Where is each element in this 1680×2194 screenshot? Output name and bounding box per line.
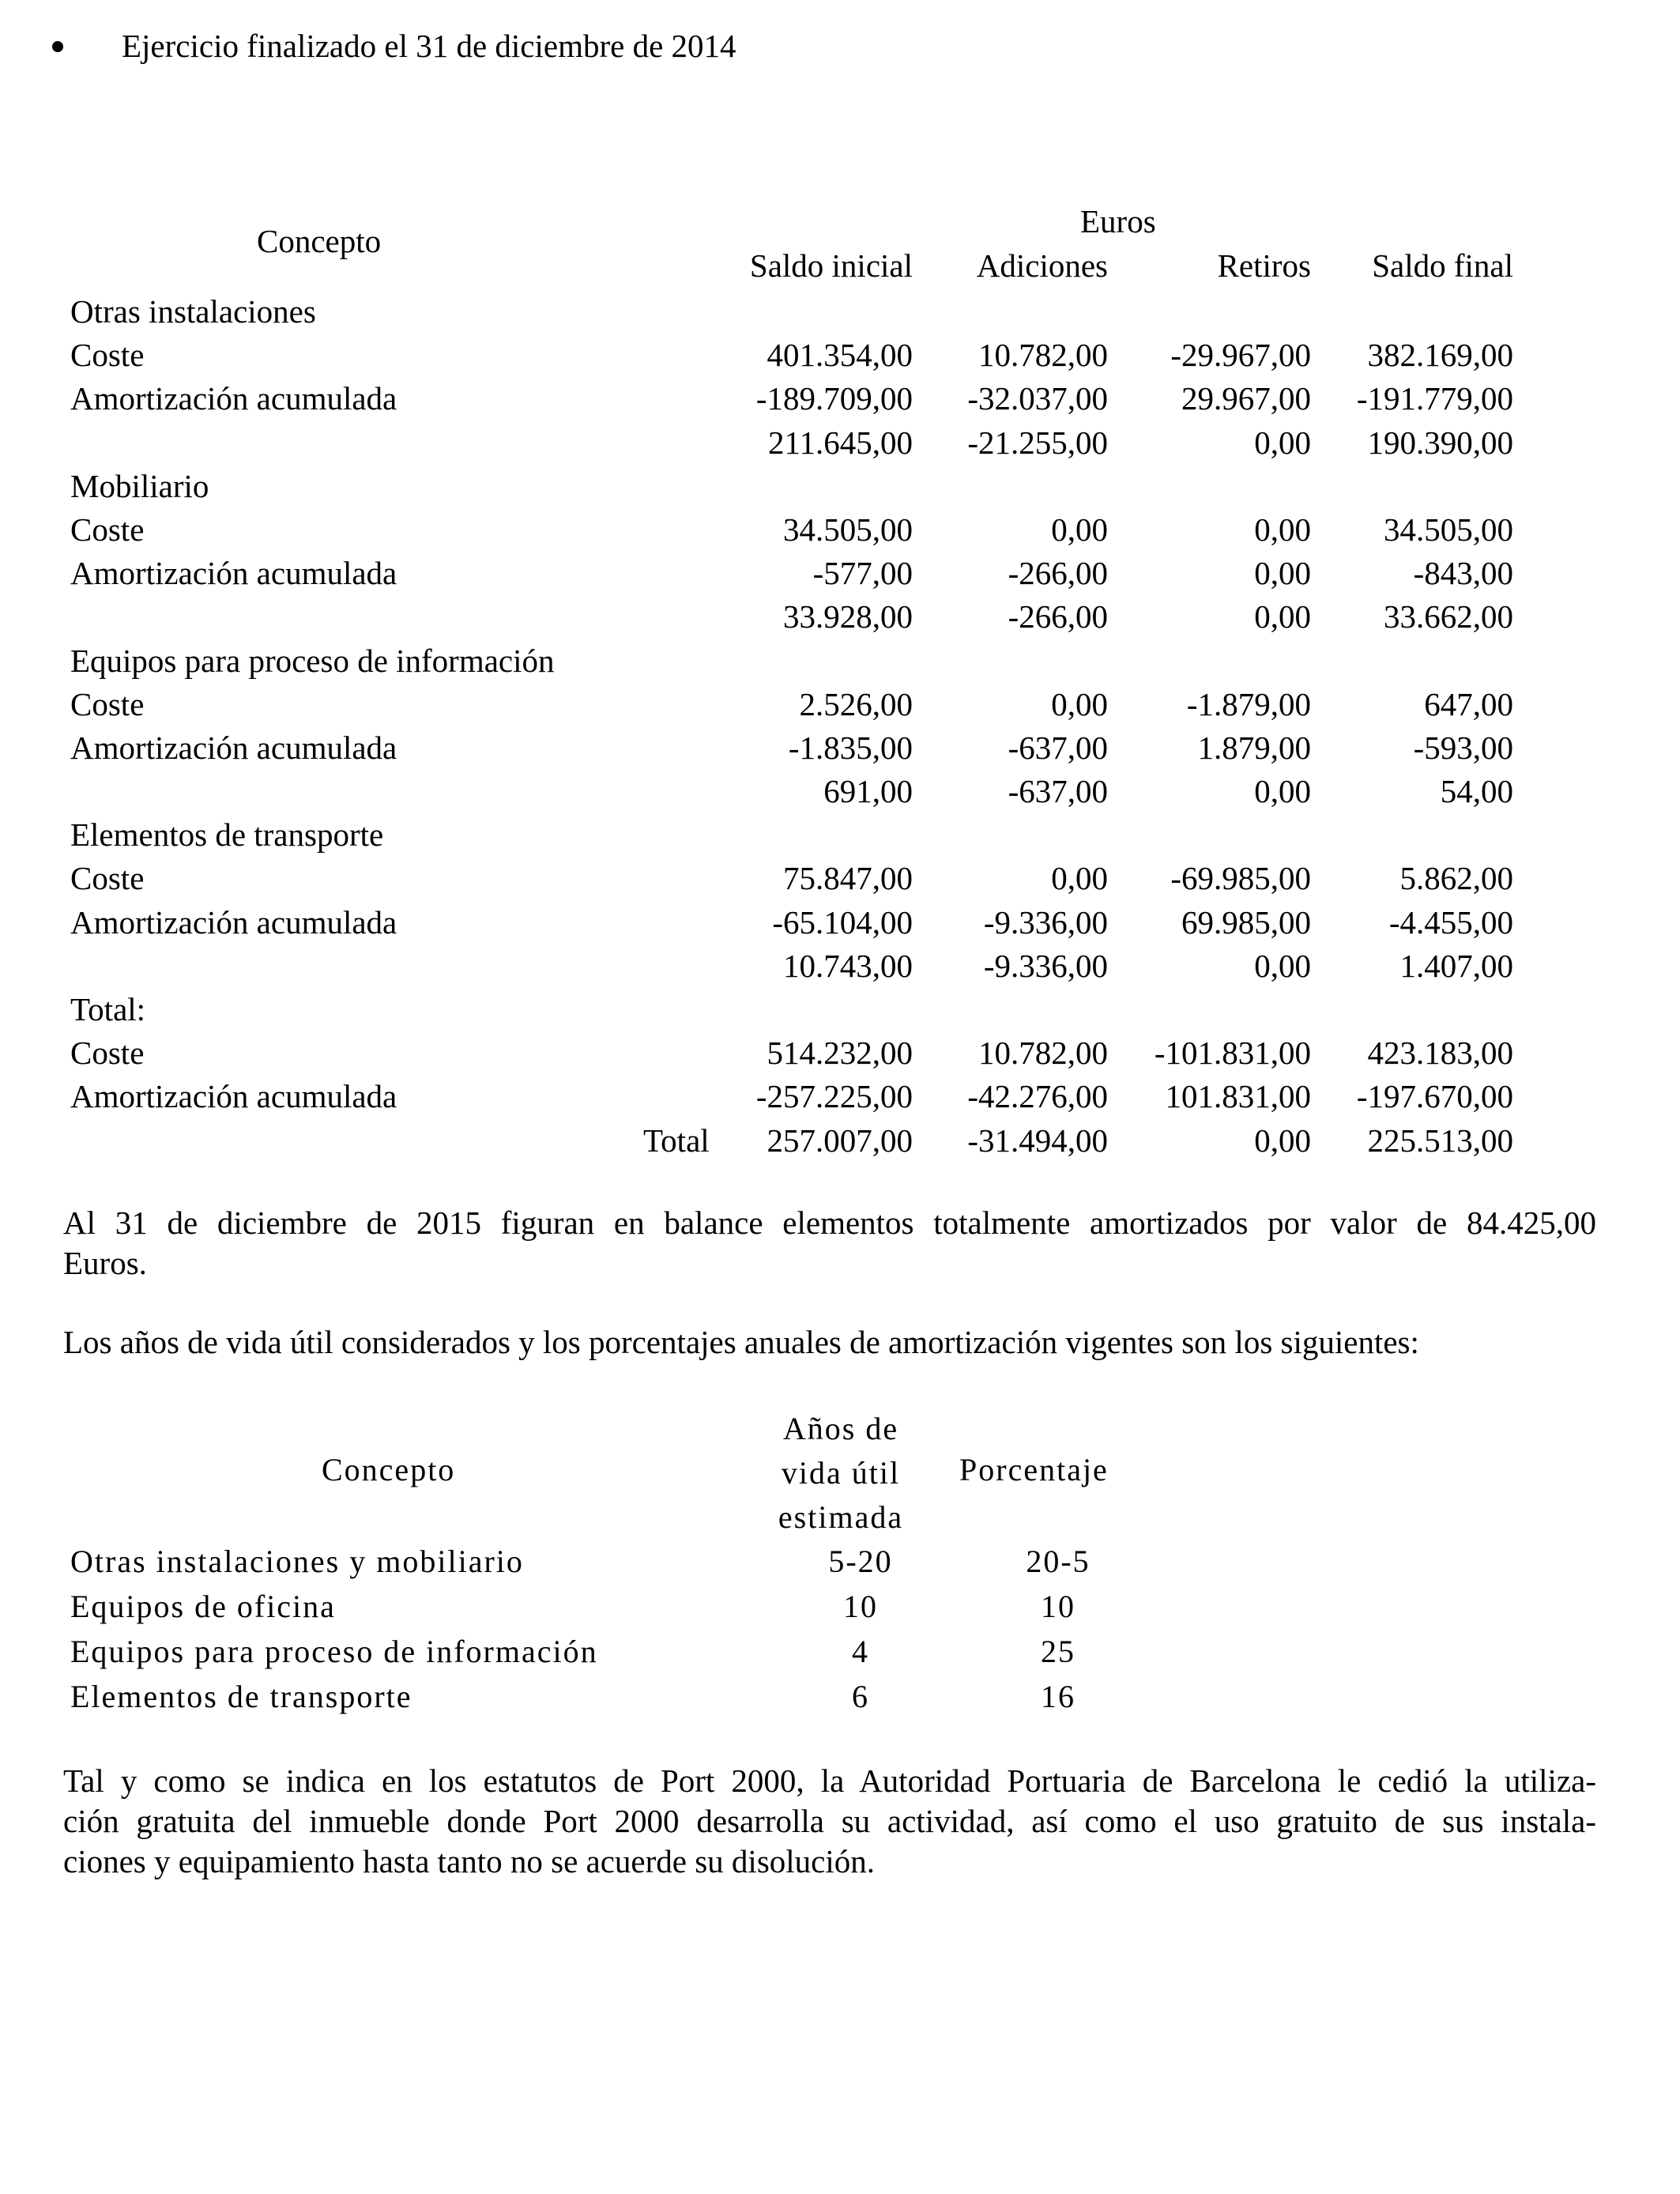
column-header-adiciones: Adiciones — [976, 247, 1108, 284]
table-row — [70, 377, 1516, 420]
table-row-net — [70, 595, 1516, 639]
cell: 0,00 — [1254, 773, 1311, 810]
paragraph-line: Los años de vida útil considerados y los porcentajes anuales de amortización vigentes son los siguientes: — [63, 1324, 1419, 1360]
paragraph-line: ción gratuita del inmueble donde Port 2000 desarrolla su actividad, así como el uso gratuito de sus instala- — [63, 1803, 1596, 1839]
cell: 54,00 — [1440, 773, 1513, 810]
total-label: Total — [643, 1122, 710, 1159]
table-row-total — [70, 1119, 1516, 1163]
row-label: Amortización acumulada — [70, 729, 397, 766]
table-row — [70, 1588, 1177, 1633]
group-title: Equipos para proceso de información — [70, 642, 555, 679]
row-label: Coste — [70, 860, 145, 897]
table-row — [70, 334, 1516, 377]
row-label: Elementos de transporte — [70, 1679, 412, 1714]
group-title: Otras instalaciones — [70, 293, 316, 330]
cell: -9.336,00 — [983, 903, 1108, 941]
cell: 423.183,00 — [1367, 1035, 1513, 1072]
cell: 514.232,00 — [767, 1035, 913, 1072]
cell: -577,00 — [812, 555, 913, 592]
cell: 0,00 — [1254, 1122, 1311, 1159]
cell: 16 — [1041, 1679, 1075, 1714]
paragraph-cesion — [63, 1761, 1596, 1882]
cell: -31.494,00 — [967, 1122, 1108, 1159]
cell: -1.879,00 — [1186, 685, 1311, 722]
cell: 34.505,00 — [783, 511, 913, 548]
header-line: vida útil — [781, 1455, 901, 1491]
cell: 0,00 — [1254, 598, 1311, 635]
cell: 10.782,00 — [978, 337, 1108, 374]
group-title: Total: — [70, 991, 146, 1027]
cell: -266,00 — [1008, 555, 1108, 592]
cell: 0,00 — [1254, 947, 1311, 984]
cell: -101.831,00 — [1154, 1035, 1311, 1072]
table-row — [70, 1633, 1177, 1678]
asset-movement-table — [70, 290, 1516, 1163]
cell: 2.526,00 — [799, 685, 913, 722]
table-row-net — [70, 944, 1516, 988]
cell: 101.831,00 — [1165, 1078, 1311, 1115]
paragraph-line: Tal y como se indica en los estatutos de Port 2000, la Autoridad Portuaria de Barcelona le cedió la utiliza- — [63, 1762, 1596, 1799]
cell: -21.255,00 — [967, 424, 1108, 461]
header-line: estimada — [778, 1499, 904, 1535]
group-title-row — [70, 639, 1516, 683]
table1-header-euros: Euros — [1080, 203, 1156, 239]
group-title-row — [70, 465, 1516, 508]
table-row — [70, 1678, 1177, 1723]
cell: 20-5 — [1026, 1544, 1090, 1579]
cell: 33.662,00 — [1384, 598, 1513, 635]
row-label: Equipos de oficina — [70, 1589, 336, 1624]
row-label: Amortización acumulada — [70, 380, 397, 417]
cell: -4.455,00 — [1388, 903, 1513, 941]
table-row — [70, 508, 1516, 552]
cell: -9.336,00 — [983, 947, 1108, 984]
cell: 34.505,00 — [1384, 511, 1513, 548]
row-label: Otras instalaciones y mobiliario — [70, 1544, 524, 1579]
cell: 6 — [852, 1679, 869, 1714]
cell: 5.862,00 — [1399, 860, 1513, 897]
column-header-saldo-inicial: Saldo inicial — [749, 247, 913, 284]
cell: 10.743,00 — [783, 947, 913, 984]
cell: 1.407,00 — [1399, 947, 1513, 984]
row-label: Amortización acumulada — [70, 903, 397, 941]
cell: -843,00 — [1413, 555, 1513, 592]
cell: -257.225,00 — [755, 1078, 913, 1115]
row-label: Coste — [70, 685, 145, 722]
cell: 5-20 — [828, 1544, 893, 1579]
cell: 0,00 — [1254, 424, 1311, 461]
table-row-net — [70, 421, 1516, 465]
row-label: Coste — [70, 1035, 145, 1072]
cell: 190.390,00 — [1367, 424, 1513, 461]
cell: 647,00 — [1424, 685, 1513, 722]
row-label: Amortización acumulada — [70, 555, 397, 592]
group-title-row — [70, 290, 1516, 334]
group-title-row — [70, 813, 1516, 857]
table-row — [70, 901, 1516, 944]
table2-header-porcentaje: Porcentaje — [959, 1452, 1109, 1487]
cell: 33.928,00 — [783, 598, 913, 635]
cell: 10.782,00 — [978, 1035, 1108, 1072]
row-label: Amortización acumulada — [70, 1078, 397, 1115]
cell: -189.709,00 — [755, 380, 913, 417]
paragraph-line: ciones y equipamiento hasta tanto no se acuerde su disolución. — [63, 1843, 876, 1879]
cell: 691,00 — [823, 773, 913, 810]
cell: -637,00 — [1008, 729, 1108, 766]
cell: -65.104,00 — [772, 903, 913, 941]
cell: 0,00 — [1051, 860, 1108, 897]
cell: 75.847,00 — [783, 860, 913, 897]
cell: -266,00 — [1008, 598, 1108, 635]
group-title: Mobiliario — [70, 467, 209, 504]
cell: -69.985,00 — [1170, 860, 1311, 897]
cell: -42.276,00 — [967, 1078, 1108, 1115]
cell: 1.879,00 — [1197, 729, 1311, 766]
cell: -29.967,00 — [1170, 337, 1311, 374]
cell: 0,00 — [1051, 511, 1108, 548]
cell: 25 — [1041, 1634, 1075, 1669]
cell: 0,00 — [1254, 555, 1311, 592]
cell: 0,00 — [1051, 685, 1108, 722]
cell: -593,00 — [1413, 729, 1513, 766]
cell: 10 — [843, 1589, 878, 1624]
row-label: Equipos para proceso de información — [70, 1634, 598, 1669]
table2-header-anios — [746, 1407, 936, 1540]
cell: 257.007,00 — [767, 1122, 913, 1159]
row-label: Coste — [70, 511, 145, 548]
table-row — [70, 857, 1516, 900]
table-row — [70, 1543, 1177, 1588]
paragraph-vida-util — [63, 1322, 1596, 1363]
paragraph-line: Al 31 de diciembre de 2015 figuran en balance elementos totalmente amortizados por valor de 84.425,00 — [63, 1204, 1596, 1241]
bullet-icon — [52, 41, 63, 52]
table-row — [70, 1075, 1516, 1118]
table1-column-headers — [70, 247, 1516, 290]
table-row — [70, 1031, 1516, 1075]
cell: 69.985,00 — [1181, 903, 1311, 941]
cell: -32.037,00 — [967, 380, 1108, 417]
cell: 211.645,00 — [768, 424, 913, 461]
group-title: Elementos de transporte — [70, 816, 384, 854]
section-title: Ejercicio finalizado el 31 de diciembre de 2014 — [122, 28, 736, 64]
cell: 401.354,00 — [767, 337, 913, 374]
cell: 4 — [852, 1634, 869, 1669]
table2-header-concepto: Concepto — [322, 1452, 456, 1487]
table-row — [70, 683, 1516, 726]
cell: 225.513,00 — [1367, 1122, 1513, 1159]
group-title-row — [70, 988, 1516, 1031]
column-header-saldo-final: Saldo final — [1372, 247, 1513, 284]
table-row-net — [70, 770, 1516, 813]
table-row — [70, 726, 1516, 770]
cell: 382.169,00 — [1367, 337, 1513, 374]
paragraph-amortizados — [63, 1203, 1596, 1284]
cell: -191.779,00 — [1356, 380, 1513, 417]
cell: -637,00 — [1008, 773, 1108, 810]
column-header-retiros: Retiros — [1217, 247, 1311, 284]
cell: 0,00 — [1254, 511, 1311, 548]
cell: 10 — [1041, 1589, 1075, 1624]
row-label: Coste — [70, 337, 145, 374]
cell: -1.835,00 — [788, 729, 913, 766]
table1-header-concepto: Concepto — [257, 223, 382, 259]
header-line: Años de — [782, 1411, 899, 1446]
cell: 29.967,00 — [1181, 380, 1311, 417]
table-row — [70, 552, 1516, 595]
cell: -197.670,00 — [1356, 1078, 1513, 1115]
paragraph-line: Euros. — [63, 1245, 147, 1281]
